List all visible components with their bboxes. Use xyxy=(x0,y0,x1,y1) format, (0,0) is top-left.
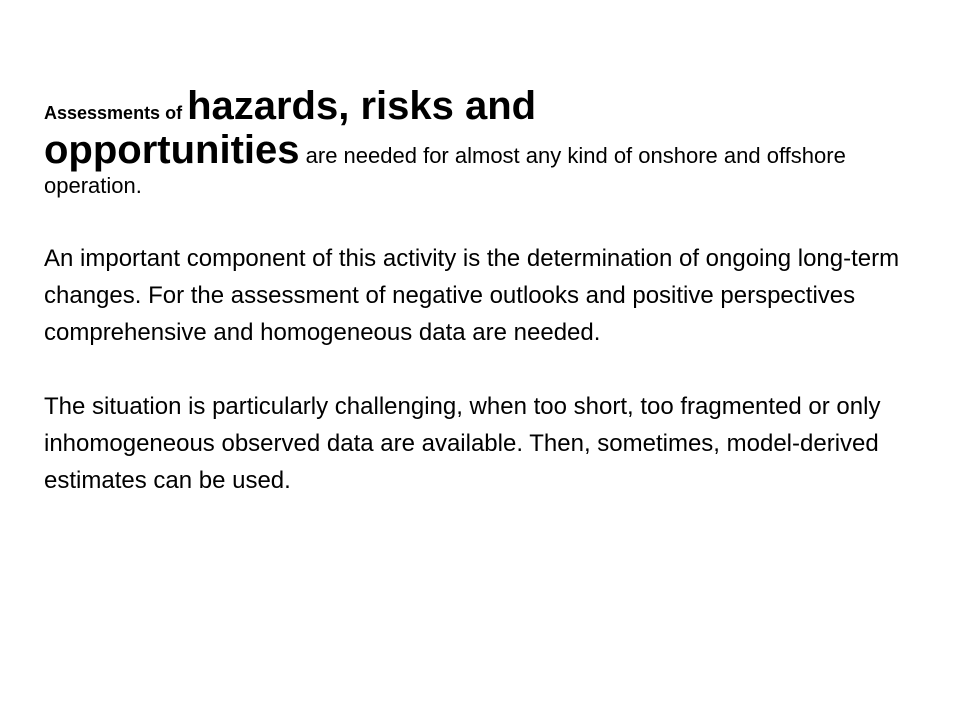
paragraph-hazards-rest: are needed for almost any kind of onshore and offshore operation. xyxy=(44,143,846,198)
lead-text-big-2: opportunities xyxy=(44,128,300,172)
paragraph-long-term-changes: An important component of this activity is the determination of ongoing long-term changes. For the assessment of negative outlooks and positive perspectives comprehensive and homogeneous data are needed. xyxy=(44,244,900,346)
paragraph-challenging-situation: The situation is particularly challenging, when too short, too fragmented or only inhomogeneous observed data are available. Then, sometimes, model-derived estimates can be used. xyxy=(44,392,881,494)
slide-body xyxy=(44,84,924,499)
lead-text-big-1: hazards, risks and xyxy=(187,84,537,128)
lead-text-small: Assessments of xyxy=(44,103,188,123)
paragraph-hazards xyxy=(44,84,924,200)
